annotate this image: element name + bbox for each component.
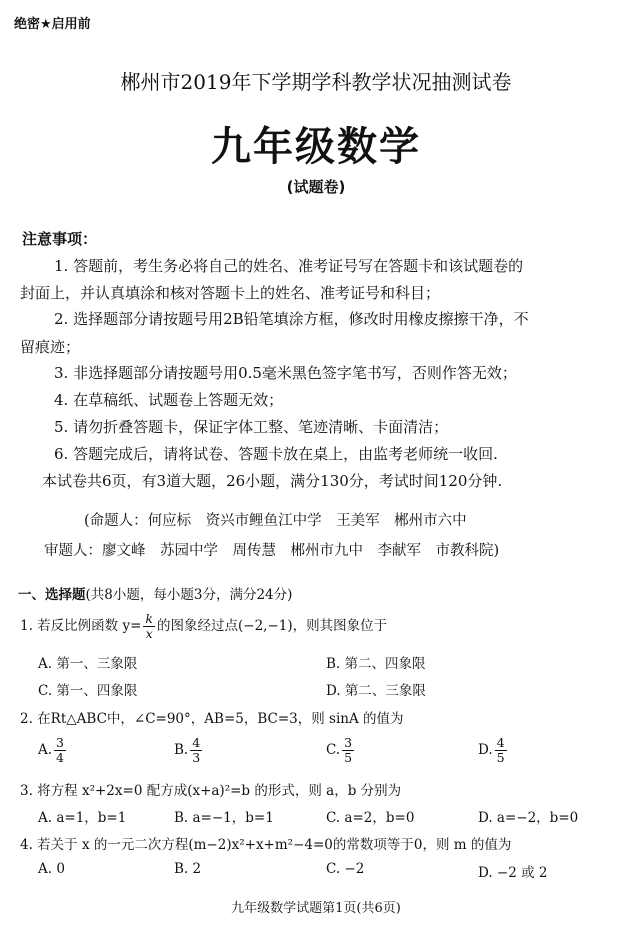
- notice-line: 4. 在草稿纸、试题卷上答题无效；: [54, 391, 284, 409]
- fraction-den: 5: [344, 750, 353, 765]
- notice-line: 5. 请勿折叠答题卡，保证字体工整、笔迹清晰、卡面清洁；: [54, 418, 449, 436]
- q4-option-d: D. −2 或 2: [478, 865, 548, 881]
- q1-stem-post: 的图象经过点(−2,−1)，则其图象位于: [156, 618, 388, 634]
- fraction-den: 3: [192, 750, 201, 765]
- q2-option-b: [174, 736, 204, 765]
- q1-option-b: B. 第二、四象限: [326, 656, 426, 672]
- question-1-stem: [20, 612, 387, 641]
- option-label: D.: [478, 742, 493, 758]
- credits-line: 审题人：廖文峰 苏园中学 周传慧 郴州市九中 李献军 市教科院): [44, 543, 500, 559]
- fraction-num: k: [145, 611, 153, 626]
- q3-option-c: C. a=2，b=0: [326, 810, 415, 826]
- option-label: B.: [174, 742, 189, 758]
- notice-line: 2. 选择题部分请按题号用2B铅笔填涂方框，修改时用橡皮擦擦干净，不: [54, 310, 529, 328]
- exam-title: 郴州市2019年下学期学科教学状况抽测试卷: [120, 70, 512, 94]
- option-label: A.: [38, 742, 53, 758]
- notice-line: 3. 非选择题部分请按题号用0.5毫米黑色签字笔书写，否则作答无效；: [54, 364, 517, 382]
- fraction-den: 5: [496, 750, 505, 765]
- fraction: [495, 736, 507, 765]
- notice-line: 封面上，并认真填涂和核对答题卡上的姓名、准考证号和科目；: [20, 284, 441, 302]
- notice-line: 6. 答题完成后，请将试卷、答题卡放在桌上，由监考老师统一收回.: [54, 445, 498, 463]
- q1-stem-pre: 1. 若反比例函数 y=: [20, 618, 142, 634]
- q4-option-c: C. −2: [326, 861, 365, 877]
- q1-option-a: A. 第一、三象限: [38, 656, 138, 672]
- q4-option-b: B. 2: [174, 861, 202, 877]
- section-desc: (共8小题，每小题3分，满分24分): [85, 587, 293, 603]
- fraction-num: 4: [496, 735, 505, 750]
- fraction: [342, 736, 354, 765]
- credits-line: (命题人：何应标 资兴市鲤鱼江中学 王美军 郴州市六中: [84, 513, 467, 529]
- fraction-num: 3: [344, 735, 353, 750]
- q1-option-d: D. 第二、三象限: [326, 683, 426, 699]
- question-4-stem: 4. 若关于 x 的一元二次方程(m−2)x²+x+m²−4=0的常数项等于0，则 m 的值为: [20, 837, 512, 853]
- q3-option-a: A. a=1，b=1: [38, 810, 127, 826]
- q3-option-d: D. a=−2，b=0: [478, 810, 579, 826]
- confidential-mark: 绝密★启用前: [14, 17, 91, 32]
- page-footer: 九年级数学试题第1页(共6页): [231, 901, 401, 916]
- notice-heading: 注意事项：: [22, 230, 98, 248]
- question-2-stem: 2. 在Rt△ABC中，∠C=90°，AB=5，BC=3，则 sinA 的值为: [20, 711, 404, 727]
- fraction-den: x: [145, 626, 153, 641]
- fraction: [190, 736, 202, 765]
- fraction-num: 4: [192, 735, 201, 750]
- section-heading: [18, 583, 292, 603]
- section-title: 一、选择题: [18, 587, 86, 603]
- question-3-stem: 3. 将方程 x²+2x=0 配方成(x+a)²=b 的形式，则 a，b 分别为: [20, 783, 402, 799]
- fraction-num: 3: [56, 735, 64, 750]
- subject-title: 九年级数学: [211, 124, 421, 170]
- q3-option-b: B. a=−1，b=1: [174, 810, 274, 826]
- q4-option-a: A. 0: [38, 861, 65, 877]
- q1-option-c: C. 第一、四象限: [38, 683, 138, 699]
- notice-summary: 本试卷共6页，有3道大题，26小题，满分130分，考试时间120分钟.: [42, 472, 503, 490]
- q2-option-c: [326, 736, 356, 765]
- q2-option-d: [478, 736, 509, 765]
- fraction: [54, 736, 66, 765]
- notice-line: 1. 答题前，考生务必将自己的姓名、准考证号写在答题卡和该试题卷的: [54, 257, 524, 275]
- paper-type: (试题卷): [286, 178, 346, 196]
- q2-option-a: [38, 736, 68, 765]
- fraction: [143, 612, 155, 641]
- option-label: C.: [326, 742, 341, 758]
- fraction-den: 4: [56, 750, 64, 765]
- notice-line: 留痕迹；: [20, 338, 81, 356]
